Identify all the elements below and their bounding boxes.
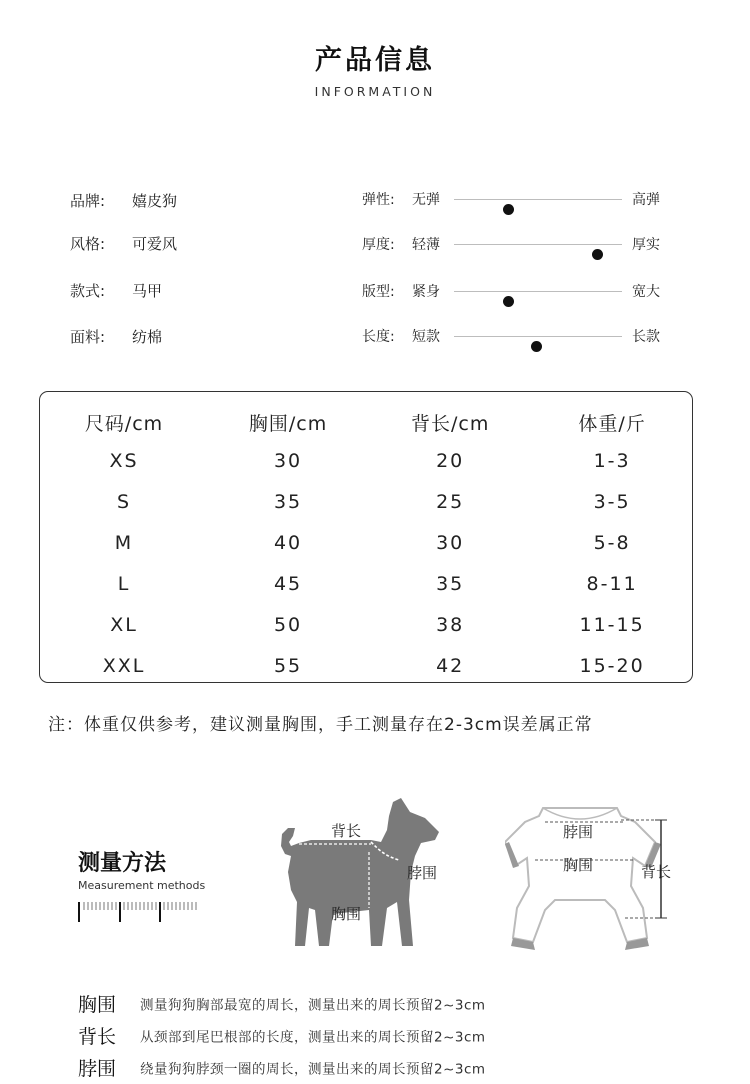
attr-low: 无弹 [412,192,440,208]
legend-desc: 测量狗狗胸部最宽的周长，测量出来的周长预留2~3cm [140,997,486,1014]
attr-label: 弹性: [362,192,395,208]
header-chest: 胸围/cm [248,412,328,435]
cell-weight: 11-15 [579,613,645,636]
cell-back: 35 [436,572,465,595]
cell-size: XXL [102,654,146,677]
cell-size: M [114,531,134,554]
cell-size: XL [110,613,138,636]
cell-back: 20 [436,449,465,472]
attr-track [454,244,622,245]
table-row [40,645,692,686]
page-subtitle: INFORMATION [314,84,436,99]
garment-label-neck: 脖围 [563,823,594,841]
info-key: 面料: [70,328,106,346]
header-back: 背长/cm [411,412,490,435]
info-key: 品牌: [70,192,106,210]
attr-label: 版型: [362,284,395,300]
dog-label-back: 背长 [331,822,362,840]
info-brand [70,190,177,211]
attr-elasticity [362,189,672,213]
table-row [40,522,692,563]
legend-term: 脖围 [78,1058,117,1080]
attr-indicator [503,296,514,307]
cell-weight: 1-3 [593,449,631,472]
cell-size: S [116,490,132,513]
size-table [40,404,692,686]
table-row [40,604,692,645]
garment-diagram [505,800,695,950]
attr-label: 长度: [362,329,395,345]
dog-label-chest: 胸围 [331,905,362,923]
cell-chest: 35 [273,490,303,513]
cell-back: 25 [436,490,465,513]
attr-high: 宽大 [632,284,660,300]
info-value: 纺棉 [132,328,163,346]
attr-low: 短款 [412,329,440,345]
attr-fit [362,281,672,305]
size-chart [39,391,693,683]
attr-track [454,199,622,200]
size-note: 注：体重仅供参考，建议测量胸围，手工测量存在2-3cm误差属正常 [48,715,593,735]
cell-weight: 8-11 [586,572,638,595]
table-row [40,440,692,481]
attr-track [454,336,622,337]
garment-label-back: 背长 [641,863,672,881]
garment-label-chest: 胸围 [563,856,594,874]
page-title: 产品信息 [315,45,435,76]
header-size: 尺码/cm [84,412,164,435]
dog-label-neck: 脖围 [407,864,438,882]
attr-high: 长款 [632,329,660,345]
cell-chest: 30 [273,449,303,472]
attr-high: 高弹 [632,192,660,208]
table-row [40,481,692,522]
cell-chest: 50 [273,613,303,636]
attr-label: 厚度: [362,237,395,253]
legend-chest [78,990,486,1017]
attr-indicator [503,204,514,215]
cell-weight: 15-20 [579,654,645,677]
info-key: 款式: [70,282,106,300]
legend-back [78,1022,486,1049]
cell-size: XS [109,449,139,472]
cell-chest: 45 [273,572,303,595]
legend-term: 胸围 [78,994,117,1016]
attr-low: 紧身 [412,284,440,300]
info-style [70,233,177,254]
info-fabric [70,326,162,347]
legend-desc: 从颈部到尾巴根部的长度，测量出来的周长预留2~3cm [140,1029,486,1046]
info-key: 风格: [70,235,106,253]
attr-high: 厚实 [632,237,660,253]
cell-weight: 5-8 [593,531,631,554]
header-weight: 体重/斤 [578,412,646,435]
cell-size: L [117,572,131,595]
info-value: 嬉皮狗 [132,192,178,210]
attr-length [362,326,672,350]
cell-back: 30 [436,531,465,554]
cell-chest: 55 [273,654,303,677]
cell-weight: 3-5 [593,490,631,513]
table-row [40,563,692,604]
measurement-title: 测量方法 [78,851,167,876]
attr-indicator [592,249,603,260]
ruler-icon [78,900,200,922]
attr-indicator [531,341,542,352]
info-value: 马甲 [132,282,163,300]
legend-desc: 绕量狗狗脖颈一圈的周长，测量出来的周长预留2~3cm [140,1061,486,1078]
measurement-subtitle: Measurement methods [78,879,206,892]
info-value: 可爱风 [132,235,178,253]
attr-track [454,291,622,292]
cell-back: 38 [436,613,465,636]
cell-chest: 40 [273,531,303,554]
legend-neck [78,1054,486,1081]
cell-back: 42 [436,654,465,677]
size-table-header [40,404,692,440]
legend-term: 背长 [78,1026,117,1048]
info-type [70,280,162,301]
dog-diagram [275,790,465,955]
attr-low: 轻薄 [412,237,440,253]
attr-thickness [362,234,672,258]
